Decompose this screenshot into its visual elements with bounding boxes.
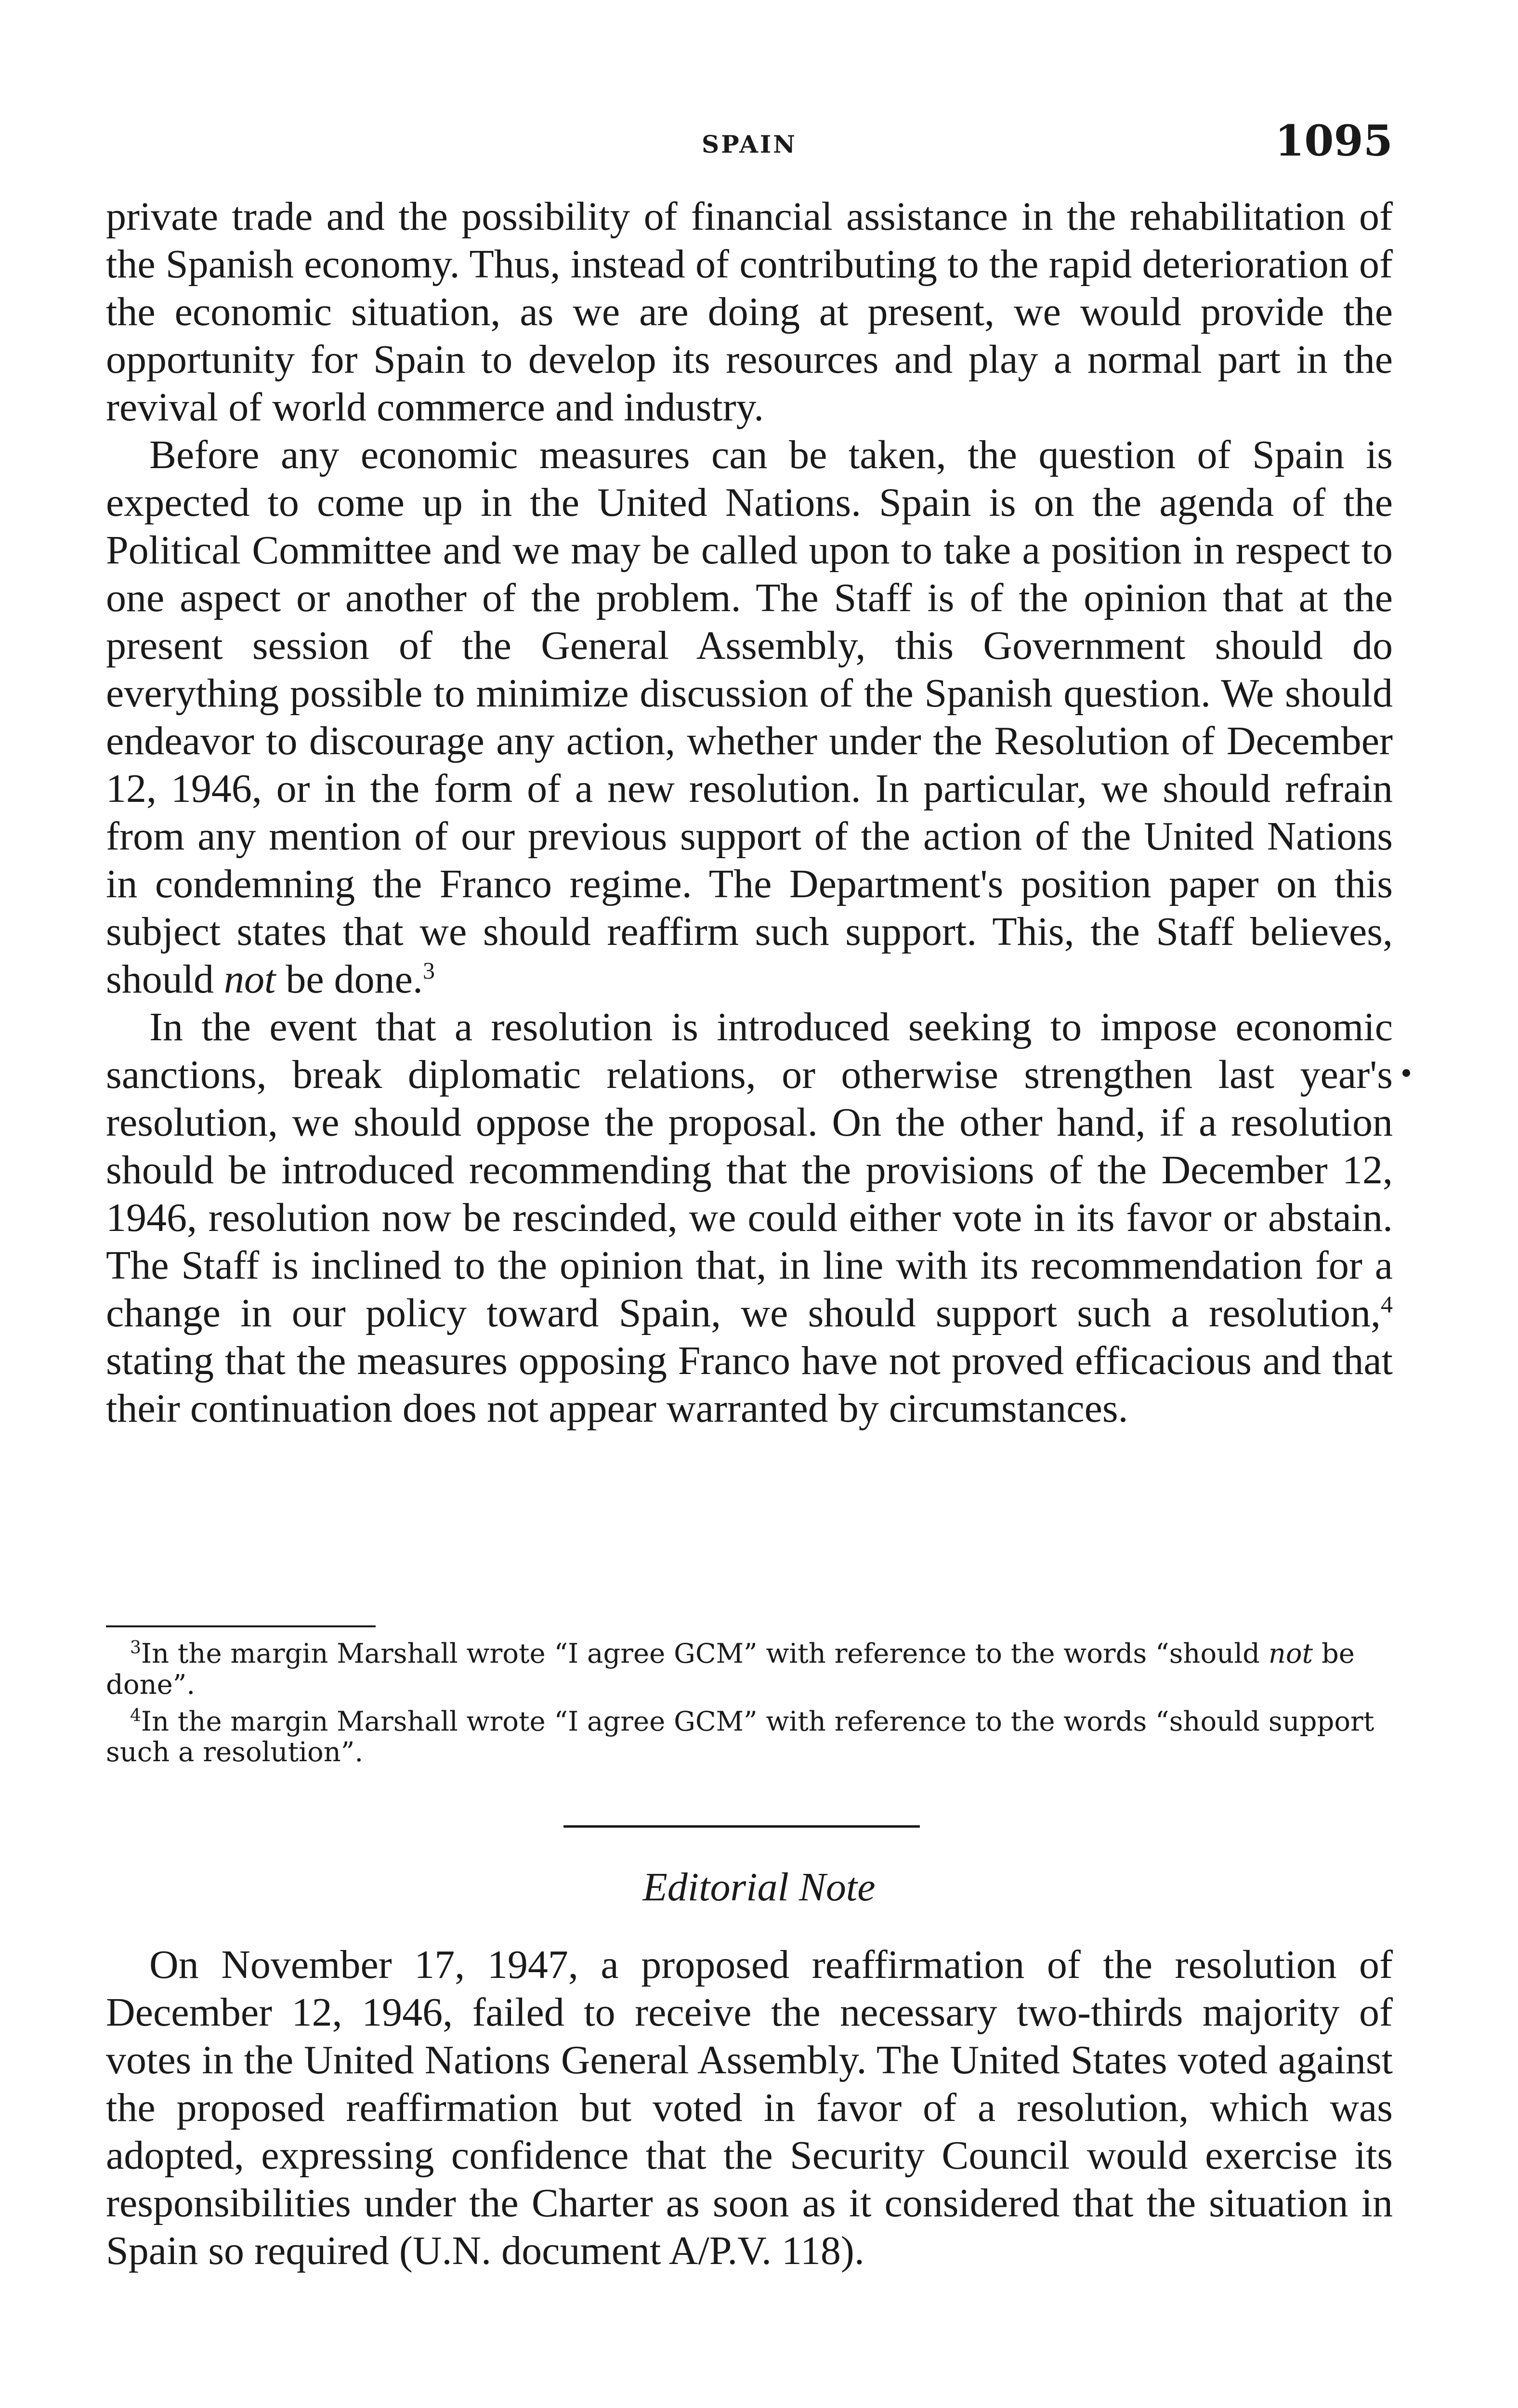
footnote-divider (106, 1625, 376, 1627)
paragraph-text-tail: be done. (275, 957, 423, 1002)
page-header (106, 116, 1393, 173)
footnote-number: 4 (130, 1705, 141, 1726)
running-head: SPAIN (702, 130, 797, 158)
footnote-text-tail: be done”. (106, 1638, 1355, 1701)
paragraph-text: In the event that a resolution is introduced seeking to impose economic sanctions, break diplomatic relations, or otherwise strengthen last year's resolution, we should oppose the proposal. On the other hand, if a resolution should be introduced recommending that the provisions of the December 12, 1946, resolution now be rescinded, we could either vote in its favor or abstain. The Staff is inclined to the opinion that, in line with its recommendation for a change in our policy toward Spain, we should support such a resolution, (106, 1005, 1393, 1335)
footnote-ref: 4 (1381, 1291, 1393, 1318)
footnote-3 (106, 1633, 1393, 1701)
paragraph-text: Before any economic measures can be taken, the question of Spain is expected to come up in the United Nations. Spain is on the agenda of the Political Committee and we may be called upon to take a position in respect to one aspect or another of the problem. The Staff is of the opinion that at the present session of the General Assembly, this Government should do everything possible to minimize discussion of the Spanish question. We should endeavor to discourage any action, whether under the Resolution of December 12, 1946, or in the form of a new resolution. In particular, we should refrain from any mention of our previous support of the action of the United Nations in condemning the Franco regime. The Department's position paper on this subject states that we should reaffirm such support. This, the Staff believes, should (106, 432, 1393, 1002)
paragraph-2 (106, 431, 1393, 1003)
margin-mark (1402, 1069, 1410, 1077)
footnotes (106, 1633, 1393, 1768)
footnote-number: 3 (130, 1638, 141, 1658)
editorial-note-title: Editorial Note (642, 1865, 876, 1910)
emphasis: not (224, 957, 276, 1002)
paragraph-3 (106, 1003, 1393, 1432)
paragraph-text: private trade and the possibility of financial assistance in the rehabilitation of the Spanish economy. Thus, instead of contributing to the rapid deterioration of the economic situation, as we are doing at present, we would provide the opportunity for Spain to develop its resources and play a normal part in the revival of world commerce and industry. (106, 194, 1393, 430)
paragraph-text-tail: stating that the measures opposing Franco have not proved efficacious and that their continuation does not appear warranted by circumstances. (106, 1338, 1393, 1431)
main-text (106, 193, 1393, 1432)
editorial-paragraph: On November 17, 1947, a proposed reaffirmation of the resolution of December 12, 1946, failed to receive the necessary two-thirds majority of votes in the United Nations General Assembly. The United States voted against the proposed reaffirmation but voted in favor of a resolution, which was adopted, expressing confidence that the Security Council would exercise its responsibilities under the Charter as soon as it considered that the situation in Spain so required (U.N. document A/P.V. 118). (106, 1942, 1393, 2273)
emphasis: not (1268, 1638, 1313, 1670)
page-number: 1095 (1275, 116, 1393, 166)
paragraph-1 (106, 193, 1393, 431)
section-divider (563, 1825, 920, 1828)
footnote-text: In the margin Marshall wrote “I agree GCM” with reference to the words “should support such a resolution”. (106, 1706, 1374, 1768)
editorial-note-body (106, 1941, 1393, 2275)
footnote-text: In the margin Marshall wrote “I agree GCM” with reference to the words “should (141, 1638, 1260, 1670)
footnote-4 (106, 1701, 1393, 1768)
footnote-ref: 3 (422, 957, 435, 984)
